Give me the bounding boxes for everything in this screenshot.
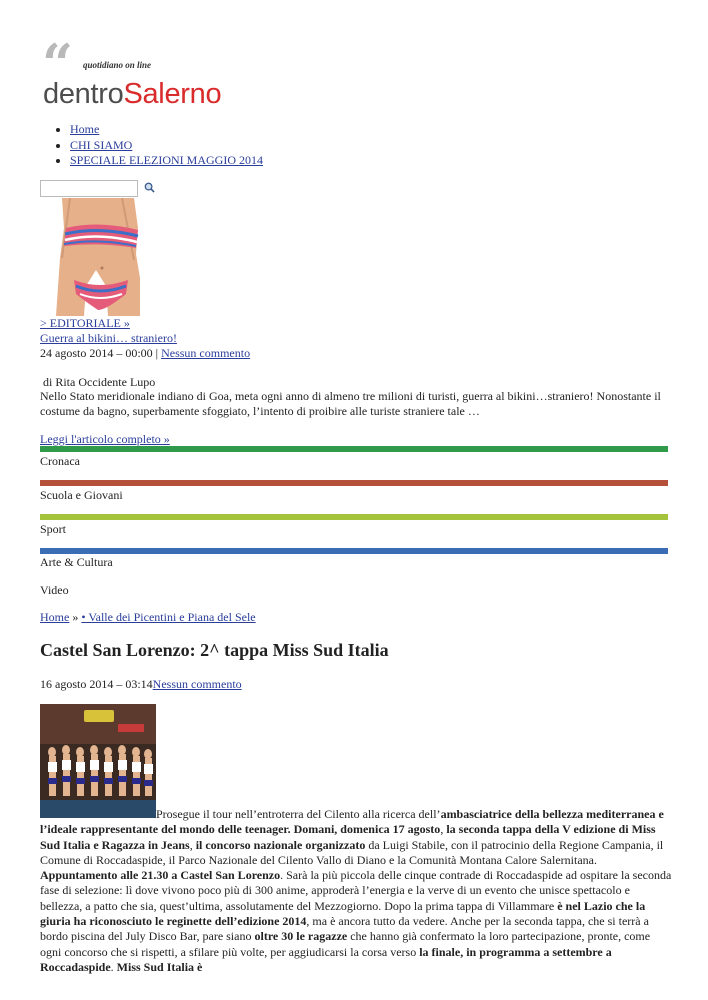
article-body-bold-run: è nel Lazio che la giuria ha riconosciuto le reginette dell’edizione 2014 bbox=[40, 898, 646, 929]
article-date: 16 agosto 2014 – 03:14 bbox=[40, 677, 153, 691]
article-body-run: . bbox=[110, 959, 117, 974]
featured-meta bbox=[40, 346, 250, 361]
breadcrumb bbox=[40, 610, 256, 625]
article-body-bold-run: Miss Sud Italia è bbox=[116, 959, 203, 974]
category-arte-cultura[interactable]: Arte & Cultura bbox=[40, 555, 113, 569]
article-body-text bbox=[40, 807, 671, 974]
article-body-run: da Luigi Stabile, con il patrocinio della Regione Campania, il Comune di Roccadaspide, il Parco Nazionale del Cilento Vallo di Diano e la Comunità Montana Calore Salernitana. bbox=[40, 837, 664, 867]
article-body-run: che hanno già confermato la loro partecipazione, pronte, come ogni concorso che si rispetti, a sfilare più volte, per aggiudicarsi la corsa verso bbox=[40, 929, 651, 959]
main-nav bbox=[52, 122, 263, 169]
featured-author bbox=[40, 375, 155, 390]
article-meta bbox=[40, 677, 242, 692]
category-bar-scuola-giovani bbox=[40, 480, 668, 486]
article-body-run: . Sarà la più piccola delle cinque contrade di Roccadaspide ad ospitare la seconda fase di selezione: lì dove vivono poco più di 300 anime, approderà l’energia e la verve di un evento che unisce spettacolo e bellezza, a patto che sia, quest’ultima, assolutamente del Mezzogiorno. Dopo la prima tappa di Villammare bbox=[40, 868, 672, 913]
nav-link-chi-siamo[interactable]: CHI SIAMO bbox=[70, 137, 133, 152]
nav-item-chi-siamo bbox=[70, 138, 263, 154]
site-logo[interactable] bbox=[42, 32, 272, 116]
article-body-bold-run: la finale, in programma a settembre a Roccadaspide bbox=[40, 944, 612, 974]
featured-meta-separator: | bbox=[155, 346, 159, 360]
search-form bbox=[40, 180, 138, 197]
brand-part-dentro: dentro bbox=[43, 78, 124, 110]
article-body-run: , bbox=[189, 837, 196, 852]
nav-link-home[interactable]: Home bbox=[70, 122, 100, 136]
category-scuola-giovani[interactable]: Scuola e Giovani bbox=[40, 488, 123, 502]
featured-author-text: di Rita Occidente Lupo bbox=[43, 375, 156, 389]
category-bar-sport bbox=[40, 514, 668, 520]
featured-article-image[interactable] bbox=[40, 198, 158, 316]
article-body bbox=[40, 807, 672, 975]
search-input[interactable] bbox=[40, 180, 138, 197]
site-tagline: quotidiano on line bbox=[83, 60, 152, 70]
search-icon[interactable] bbox=[144, 182, 155, 193]
article-image-indent bbox=[40, 817, 156, 818]
article-title: Castel San Lorenzo: 2^ tappa Miss Sud Italia bbox=[40, 640, 389, 660]
featured-comments-link[interactable]: Nessun commento bbox=[161, 346, 251, 360]
category-bar-cronaca bbox=[40, 446, 668, 452]
article-body-bold-run: il concorso nazionale organizzato bbox=[195, 837, 366, 852]
featured-category-link[interactable]: > EDITORIALE » bbox=[40, 316, 130, 330]
article-comments-link[interactable]: Nessun commento bbox=[152, 677, 242, 691]
article-body-run: , bbox=[440, 822, 447, 837]
breadcrumb-separator: » bbox=[72, 610, 79, 624]
read-more-link[interactable]: Leggi l'articolo completo » bbox=[40, 432, 170, 446]
article-body-bold-run: oltre 30 le ragazze bbox=[254, 929, 348, 944]
article-body-bold-run: ambasciatrice della bellezza mediterranea e l’ideale rappresentante del mondo delle teenager. Domani, domenica 17 agosto bbox=[40, 807, 664, 837]
quote-mark-icon: “ bbox=[42, 32, 70, 96]
breadcrumb-home[interactable]: Home bbox=[40, 610, 70, 624]
featured-title-link[interactable]: Guerra al bikini… straniero! bbox=[40, 331, 177, 345]
article-body-run: Prosegue il tour nell’entroterra del Cilento alla ricerca dell’ bbox=[156, 807, 441, 821]
nav-link-speciale-elezioni[interactable]: SPECIALE ELEZIONI MAGGIO 2014 bbox=[70, 153, 263, 167]
category-sport[interactable]: Sport bbox=[40, 522, 67, 536]
nav-item-speciale-elezioni bbox=[70, 153, 263, 169]
brand-part-salerno: Salerno bbox=[123, 78, 222, 110]
article-image[interactable] bbox=[40, 704, 156, 818]
site-brand bbox=[43, 78, 221, 111]
article-body-bold-run: la seconda tappa della V edizione di Miss Sud Italia e Ragazza in Jeans bbox=[40, 822, 656, 852]
featured-date: 24 agosto 2014 – 00:00 bbox=[40, 346, 153, 360]
article-body-run: , ma è ancora tutto da vedere. Anche per la seconda tappa, che si terrà a bordo piscina del July Disco Bar, pare siano bbox=[40, 914, 649, 944]
breadcrumb-section[interactable]: • Valle dei Picentini e Piana del Sele bbox=[81, 610, 256, 624]
article-body-bold-run: Appuntamento alle 21.30 a Castel San Lorenzo bbox=[40, 868, 281, 883]
category-video[interactable]: Video bbox=[40, 583, 69, 597]
category-bar-arte-cultura bbox=[40, 548, 668, 554]
nav-item-home bbox=[70, 122, 263, 138]
category-cronaca[interactable]: Cronaca bbox=[40, 454, 80, 468]
featured-excerpt: Nello Stato meridionale indiano di Goa, meta ogni anno di almeno tre milioni di turisti, guerra al bikini…straniero! Nonostante il costume da bagno, superbamente sfoggiato, l’intento di proibire alle turiste straniere tale … bbox=[40, 389, 661, 418]
